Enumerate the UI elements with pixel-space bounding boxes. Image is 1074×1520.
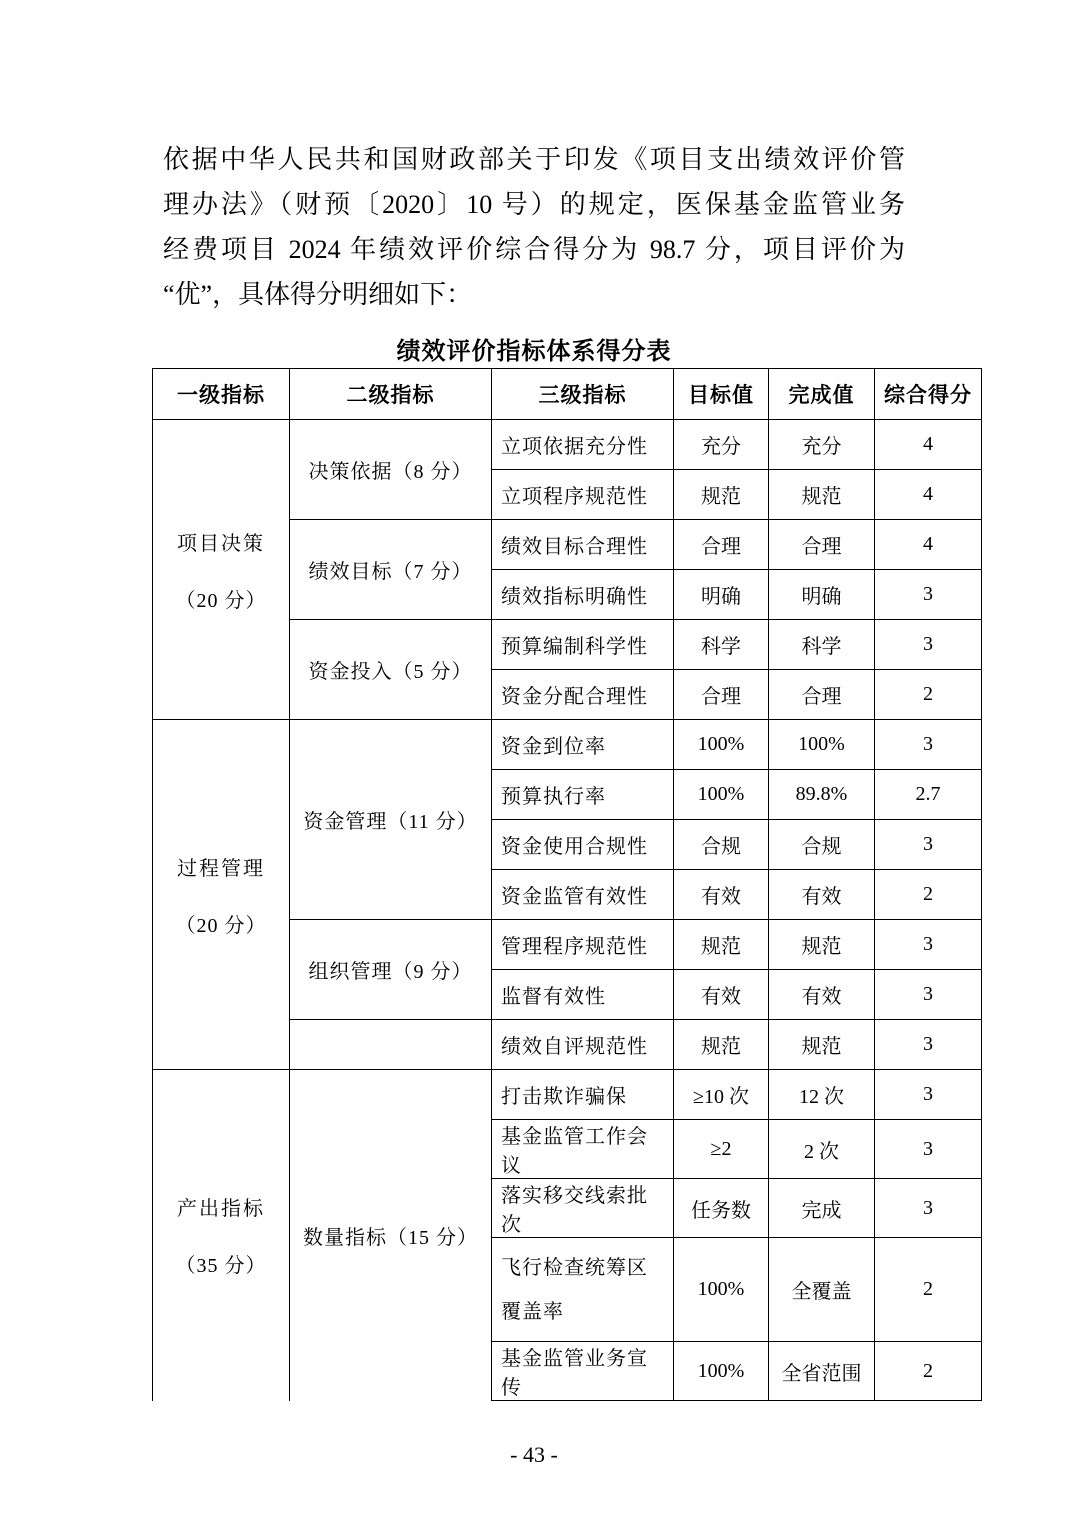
level3-indicator-cell: 基金监管业务宣传 — [492, 1342, 674, 1401]
completion-value-cell: 全覆盖 — [769, 1238, 875, 1342]
level3-indicator-cell: 飞行检查统筹区覆盖率 — [492, 1238, 674, 1342]
level1-indicator-cell — [153, 420, 290, 720]
level3-indicator-cell: 立项依据充分性 — [492, 420, 674, 470]
page-number: - 43 - — [510, 1442, 558, 1467]
level3-indicator-cell: 预算编制科学性 — [492, 620, 674, 670]
level2-indicator-cell: 资金投入（5 分） — [290, 620, 492, 720]
completion-value-cell: 全省范围 — [769, 1342, 875, 1401]
table-title: 绩效评价指标体系得分表 — [396, 339, 672, 365]
score-cell: 3 — [875, 820, 982, 870]
target-value-cell: 明确 — [674, 570, 769, 620]
completion-value-cell: 完成 — [769, 1179, 875, 1238]
table-row — [153, 1070, 982, 1120]
completion-value-cell: 规范 — [769, 1020, 875, 1070]
header-row — [153, 369, 982, 420]
col-header-level2: 二级指标 — [290, 369, 492, 420]
target-value-cell: ≥2 — [674, 1120, 769, 1179]
completion-value-cell: 2 次 — [769, 1120, 875, 1179]
score-cell: 2 — [875, 870, 982, 920]
completion-value-cell: 合理 — [769, 520, 875, 570]
level1-name: 过程管理 — [177, 857, 265, 880]
level3-indicator-cell: 监督有效性 — [492, 970, 674, 1020]
level1-indicator-cell — [153, 720, 290, 1070]
target-value-cell: 科学 — [674, 620, 769, 670]
level2-indicator-cell: 数量指标（15 分） — [290, 1070, 492, 1401]
score-cell: 2 — [875, 1342, 982, 1401]
score-table — [152, 368, 982, 1401]
score-cell: 4 — [875, 420, 982, 470]
level1-indicator-cell — [153, 1070, 290, 1401]
paragraph-line: “优”，具体得分明细如下： — [163, 280, 473, 309]
score-cell: 3 — [875, 1179, 982, 1238]
target-value-cell: ≥10 次 — [674, 1070, 769, 1120]
completion-value-cell: 科学 — [769, 620, 875, 670]
col-header-level1: 一级指标 — [153, 369, 290, 420]
paragraph-line: 依据中华人民共和国财政部关于印发《项目支出绩效评价管 — [163, 145, 905, 174]
col-header-level3: 三级指标 — [492, 369, 674, 420]
level3-indicator-cell: 资金使用合规性 — [492, 820, 674, 870]
completion-value-cell: 合理 — [769, 670, 875, 720]
score-cell: 2 — [875, 670, 982, 720]
col-header-target: 目标值 — [674, 369, 769, 420]
completion-value-cell: 规范 — [769, 470, 875, 520]
col-header-score: 综合得分 — [875, 369, 982, 420]
score-cell: 3 — [875, 920, 982, 970]
level3-indicator-cell: 预算执行率 — [492, 770, 674, 820]
target-value-cell: 规范 — [674, 470, 769, 520]
level3-indicator-cell: 绩效自评规范性 — [492, 1020, 674, 1070]
target-value-cell: 充分 — [674, 420, 769, 470]
score-cell: 4 — [875, 520, 982, 570]
score-cell: 4 — [875, 470, 982, 520]
completion-value-cell: 12 次 — [769, 1070, 875, 1120]
level3-indicator-cell: 绩效目标合理性 — [492, 520, 674, 570]
target-value-cell: 合规 — [674, 820, 769, 870]
level2-indicator-cell: 资金管理（11 分） — [290, 720, 492, 920]
paragraph-line: 理办法》（财预〔2020〕10 号）的规定，医保基金监管业务 — [163, 190, 905, 219]
completion-value-cell: 明确 — [769, 570, 875, 620]
table-row — [153, 420, 982, 470]
level3-indicator-cell: 绩效指标明确性 — [492, 570, 674, 620]
target-value-cell: 规范 — [674, 1020, 769, 1070]
level2-indicator-cell — [290, 1020, 492, 1070]
level1-weight: （20 分） — [175, 589, 267, 612]
paragraph-line: 经费项目 2024 年绩效评价综合得分为 98.7 分，项目评价为 — [163, 235, 905, 264]
score-cell: 3 — [875, 720, 982, 770]
score-cell: 3 — [875, 570, 982, 620]
target-value-cell: 规范 — [674, 920, 769, 970]
target-value-cell: 任务数 — [674, 1179, 769, 1238]
intro-paragraph — [163, 137, 905, 317]
target-value-cell: 100% — [674, 1342, 769, 1401]
completion-value-cell: 有效 — [769, 870, 875, 920]
level2-indicator-cell: 组织管理（9 分） — [290, 920, 492, 1020]
completion-value-cell: 100% — [769, 720, 875, 770]
table-row — [153, 720, 982, 770]
level3-indicator-cell: 资金监管有效性 — [492, 870, 674, 920]
level3-indicator-cell: 立项程序规范性 — [492, 470, 674, 520]
level3-indicator-cell: 资金分配合理性 — [492, 670, 674, 720]
score-cell: 3 — [875, 1070, 982, 1120]
target-value-cell: 100% — [674, 720, 769, 770]
score-table-header — [153, 369, 982, 420]
level1-weight: （20 分） — [175, 914, 267, 937]
target-value-cell: 100% — [674, 770, 769, 820]
level3-indicator-cell: 落实移交线索批次 — [492, 1179, 674, 1238]
score-cell: 2 — [875, 1238, 982, 1342]
completion-value-cell: 有效 — [769, 970, 875, 1020]
target-value-cell: 有效 — [674, 970, 769, 1020]
completion-value-cell: 规范 — [769, 920, 875, 970]
completion-value-cell: 充分 — [769, 420, 875, 470]
level2-indicator-cell: 决策依据（8 分） — [290, 420, 492, 520]
level1-weight: （35 分） — [175, 1255, 267, 1278]
score-cell: 3 — [875, 620, 982, 670]
score-cell: 3 — [875, 1020, 982, 1070]
col-header-completion: 完成值 — [769, 369, 875, 420]
level3-indicator-cell: 管理程序规范性 — [492, 920, 674, 970]
score-cell: 3 — [875, 970, 982, 1020]
level3-indicator-cell: 基金监管工作会议 — [492, 1120, 674, 1179]
score-table-body — [153, 420, 982, 1401]
level3-indicator-cell: 资金到位率 — [492, 720, 674, 770]
completion-value-cell: 89.8% — [769, 770, 875, 820]
score-cell: 3 — [875, 1120, 982, 1179]
completion-value-cell: 合规 — [769, 820, 875, 870]
level2-indicator-cell: 绩效目标（7 分） — [290, 520, 492, 620]
score-cell: 2.7 — [875, 770, 982, 820]
level3-indicator-cell: 打击欺诈骗保 — [492, 1070, 674, 1120]
level1-name: 产出指标 — [177, 1198, 265, 1221]
target-value-cell: 有效 — [674, 870, 769, 920]
target-value-cell: 合理 — [674, 520, 769, 570]
target-value-cell: 100% — [674, 1238, 769, 1342]
target-value-cell: 合理 — [674, 670, 769, 720]
level1-name: 项目决策 — [177, 532, 265, 555]
